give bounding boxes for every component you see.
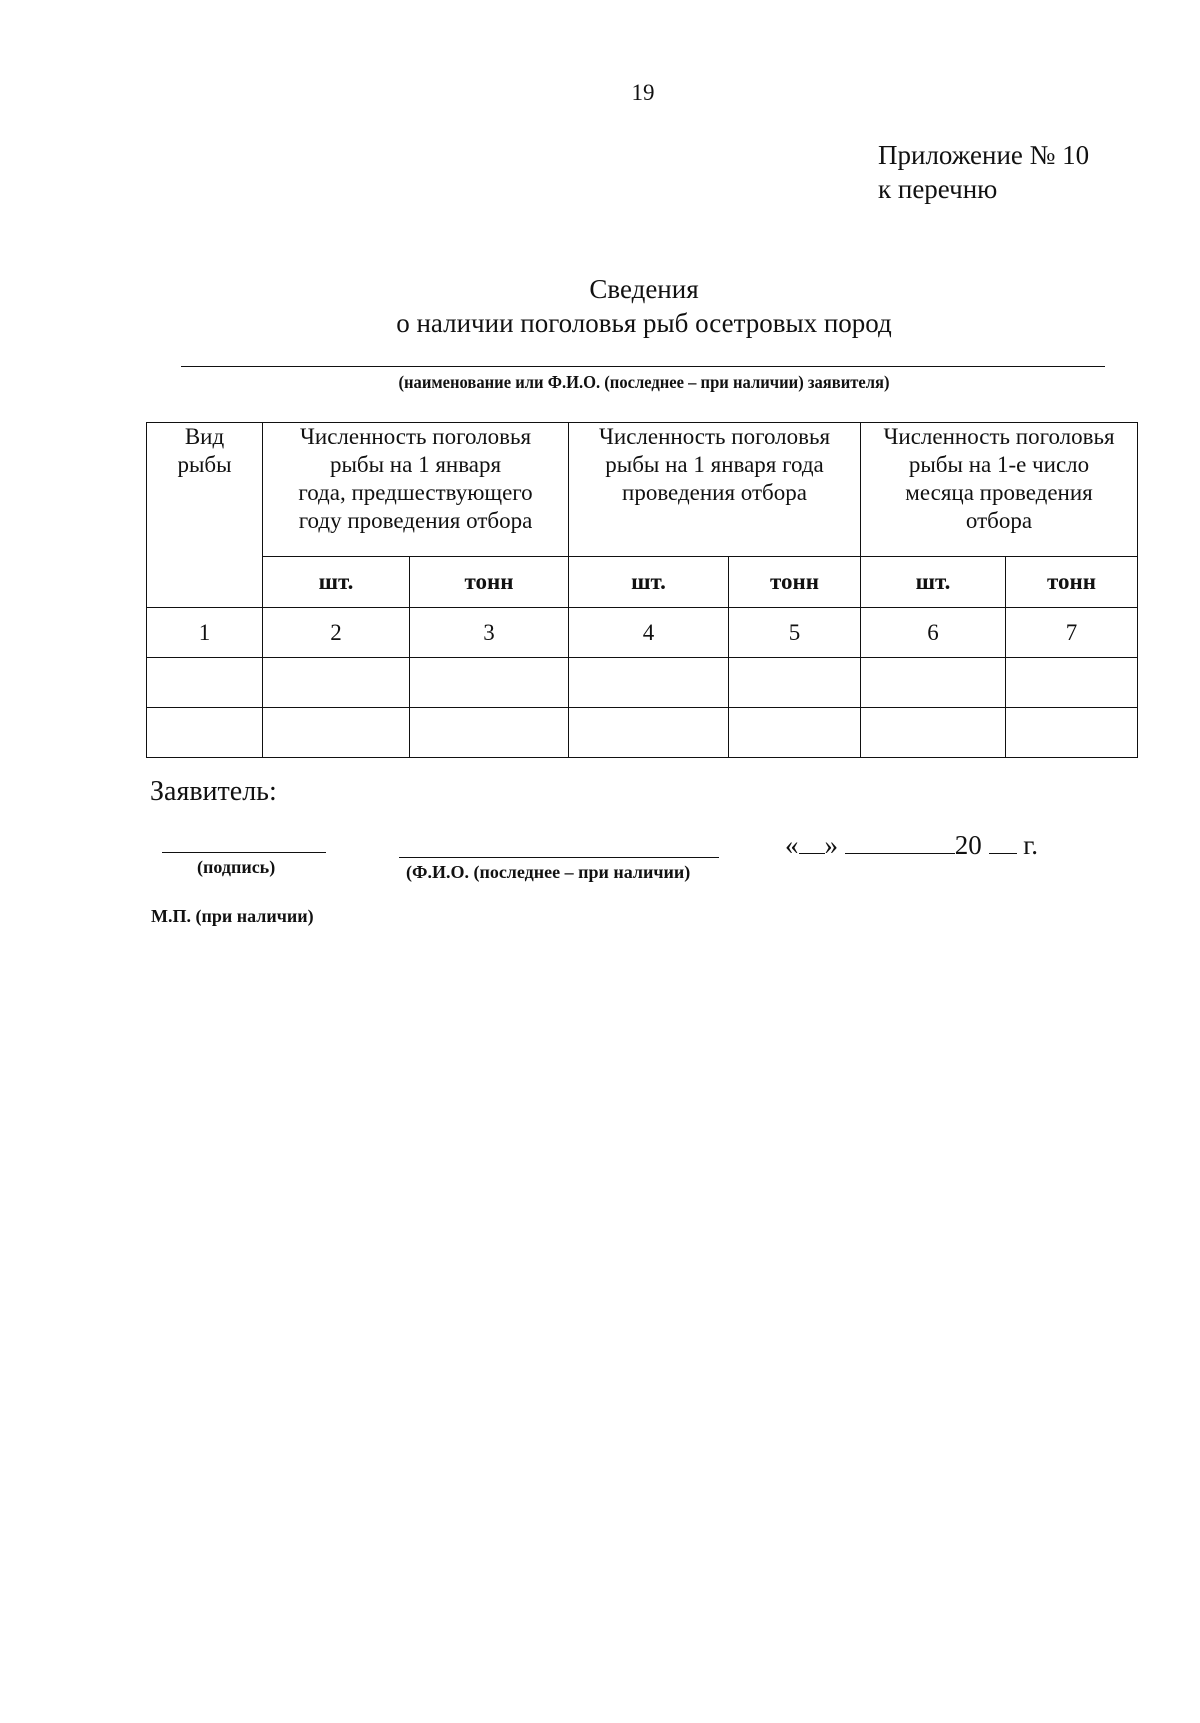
header-group-line: проведения отбора — [622, 480, 807, 505]
header-group-selection-year — [569, 423, 861, 557]
fish-stock-table — [146, 422, 1138, 758]
date-field — [785, 829, 1038, 861]
column-number-cell: 7 — [1006, 608, 1138, 658]
fio-caption: (Ф.И.О. (последнее – при наличии) — [406, 862, 691, 882]
unit-cell: тонн — [729, 557, 861, 608]
table-row — [147, 708, 1138, 758]
header-group-selection-month — [861, 423, 1138, 557]
date-year-suffix: г. — [1023, 830, 1039, 860]
empty-cell[interactable] — [410, 708, 569, 758]
unit-cell: тонн — [1006, 557, 1138, 608]
empty-cell[interactable] — [569, 658, 729, 708]
header-group-line: Численность поголовья — [883, 424, 1115, 449]
unit-cell: тонн — [410, 557, 569, 608]
header-group-line: рыбы на 1 января года — [605, 452, 824, 477]
empty-cell[interactable] — [1006, 708, 1138, 758]
column-number-cell: 5 — [729, 608, 861, 658]
applicant-name-line[interactable] — [181, 366, 1105, 367]
column-number-cell: 3 — [410, 608, 569, 658]
date-year-blank[interactable] — [989, 829, 1017, 854]
header-group-line: месяца проведения — [905, 480, 1093, 505]
empty-cell[interactable] — [263, 708, 410, 758]
applicant-name-caption: (наименование или Ф.И.О. (последнее – при наличии) заявителя) — [398, 372, 890, 392]
date-close-quote: » — [824, 830, 838, 860]
empty-cell[interactable] — [1006, 658, 1138, 708]
applicant-label: Заявитель: — [150, 776, 277, 807]
fio-line[interactable] — [399, 857, 719, 858]
header-species-line: Вид — [184, 424, 225, 449]
header-group-previous-year — [263, 423, 569, 557]
appendix-reference — [878, 138, 1089, 206]
appendix-line-2: к перечню — [878, 174, 998, 204]
header-group-line: году проведения отбора — [298, 508, 533, 533]
header-species — [147, 423, 263, 608]
title-line-2: о наличии поголовья рыб осетровых пород — [396, 308, 892, 338]
date-open-quote: « — [785, 830, 799, 860]
header-group-line: отбора — [965, 508, 1033, 533]
empty-cell[interactable] — [147, 658, 263, 708]
empty-cell[interactable] — [263, 658, 410, 708]
column-number-cell: 2 — [263, 608, 410, 658]
appendix-line-1: Приложение № 10 — [878, 140, 1090, 170]
empty-cell[interactable] — [147, 708, 263, 758]
date-year-prefix: 20 — [954, 830, 982, 860]
unit-cell: шт. — [861, 557, 1006, 608]
column-number-cell: 1 — [147, 608, 263, 658]
header-group-line: рыбы на 1 января — [329, 452, 502, 477]
empty-cell[interactable] — [861, 658, 1006, 708]
signature-caption: (подпись) — [197, 857, 276, 877]
unit-cell: шт. — [263, 557, 410, 608]
column-number-cell: 4 — [569, 608, 729, 658]
unit-cell: шт. — [569, 557, 729, 608]
empty-cell[interactable] — [729, 708, 861, 758]
header-species-line: рыбы — [177, 452, 232, 477]
empty-cell[interactable] — [861, 708, 1006, 758]
date-day-blank[interactable] — [799, 829, 825, 854]
empty-cell[interactable] — [729, 658, 861, 708]
header-group-line: Численность поголовья — [598, 424, 831, 449]
date-month-blank[interactable] — [845, 829, 955, 854]
document-title — [131, 272, 1157, 340]
stamp-place-label: М.П. (при наличии) — [151, 906, 314, 926]
signature-line[interactable] — [162, 852, 326, 853]
header-group-line: Численность поголовья — [299, 424, 532, 449]
empty-cell[interactable] — [410, 658, 569, 708]
column-number-cell: 6 — [861, 608, 1006, 658]
empty-cell[interactable] — [569, 708, 729, 758]
table-row — [147, 658, 1138, 708]
title-line-1: Сведения — [589, 274, 699, 304]
header-group-line: года, предшествующего — [298, 480, 533, 505]
page-number: 19 — [631, 80, 655, 105]
header-group-line: рыбы на 1-е число — [908, 452, 1090, 477]
